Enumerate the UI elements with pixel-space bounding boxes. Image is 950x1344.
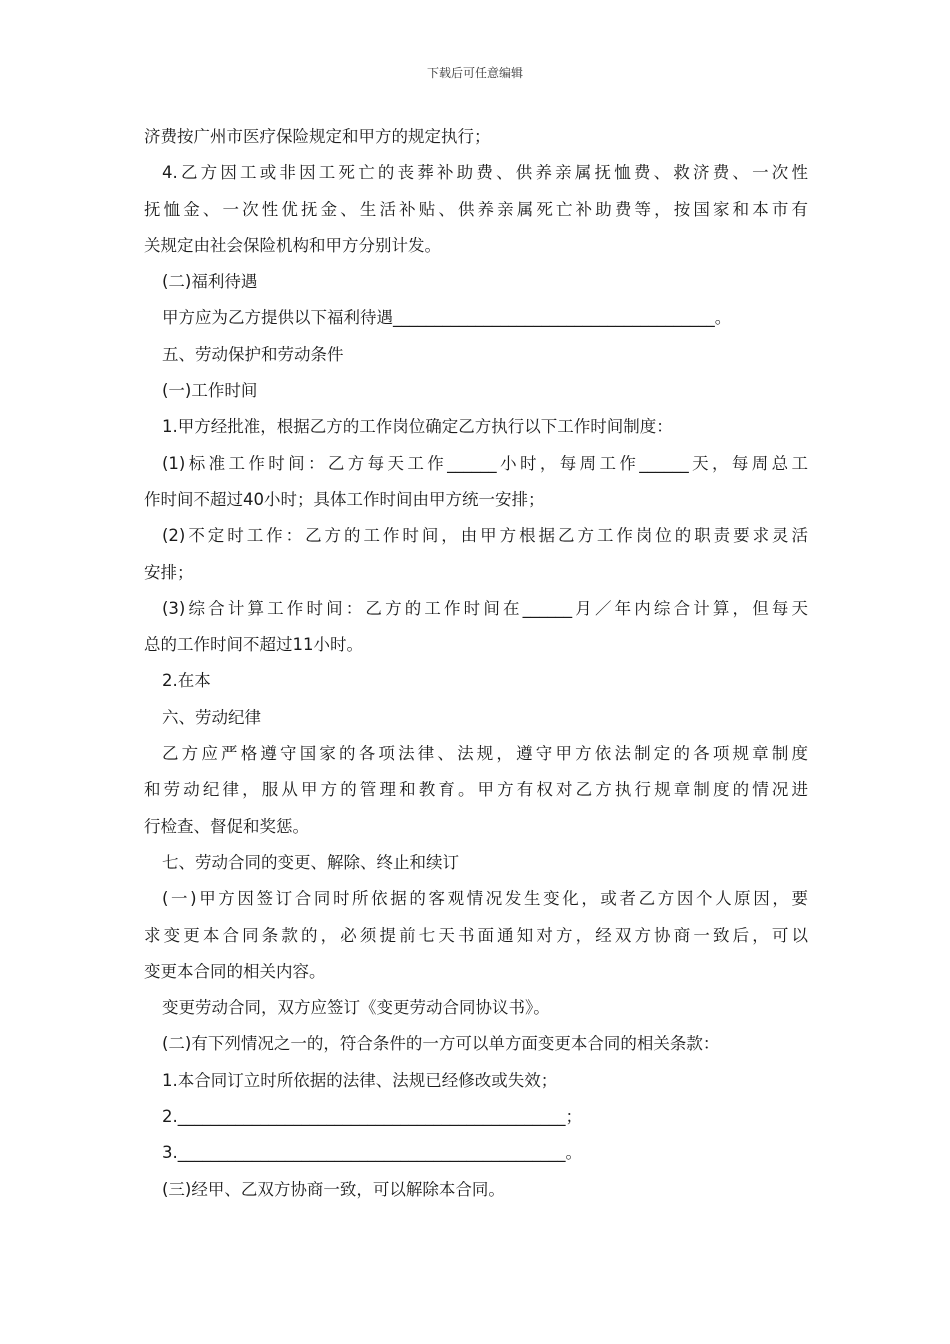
page-header: 下载后可任意编辑 [426, 66, 523, 80]
text-line: 1.本合同订立时所依据的法律、法规已经修改或失效； [162, 1070, 558, 1090]
text-line: 五、劳动保护和劳动条件 [162, 344, 344, 364]
text-line: 关规定由社会保险机构和甲方分别计发。 [144, 235, 441, 255]
text-line: 3._______________________________________________。 [162, 1143, 582, 1163]
text-line: (二)福利待遇 [162, 272, 258, 292]
text-line: 抚恤金、一次性优抚金、生活补贴、供养亲属死亡补助费等，按国家和本市有 [144, 199, 808, 219]
text-line: 变更本合同的相关内容。 [144, 961, 326, 981]
text-line: (一)工作时间 [162, 381, 258, 401]
text-line: 甲方应为乙方提供以下福利待遇_______________________________________。 [162, 308, 732, 328]
text-line: 行检查、督促和奖惩。 [144, 816, 309, 836]
text-line: 济费按广州市医疗保险规定和甲方的规定执行； [144, 127, 491, 146]
text-line: 和劳动纪律，服从甲方的管理和教育。甲方有权对乙方执行规章制度的情况进 [144, 780, 808, 800]
text-line: 1.甲方经批准，根据乙方的工作岗位确定乙方执行以下工作时间制度： [162, 417, 673, 437]
text-line: (二)有下列情况之一的，符合条件的一方可以单方面变更本合同的相关条款： [162, 1034, 720, 1054]
text-line: (1)标准工作时间：乙方每天工作______小时，每周工作______天，每周总工 [162, 453, 808, 473]
text-line: 2._______________________________________________； [162, 1107, 582, 1127]
text-line: 2.在本 [162, 671, 211, 691]
text-line: 七、劳动合同的变更、解除、终止和续订 [162, 852, 459, 872]
text-line: 变更劳动合同，双方应签订《变更劳动合同协议书》。 [162, 998, 550, 1018]
text-line: (一)甲方因签订合同时所依据的客观情况发生变化，或者乙方因个人原因，要 [162, 889, 808, 909]
text-line: 作时间不超过40小时；具体工作时间由甲方统一安排； [144, 489, 545, 509]
text-line: (三)经甲、乙双方协商一致，可以解除本合同。 [162, 1179, 505, 1199]
text-line: (2)不定时工作：乙方的工作时间，由甲方根据乙方工作岗位的职责要求灵活 [162, 526, 808, 546]
text-line: 六、劳动纪律 [162, 707, 261, 727]
text-line: 安排； [144, 562, 194, 582]
text-line: 4.乙方因工或非因工死亡的丧葬补助费、供养亲属抚恤费、救济费、一次性 [162, 163, 808, 183]
text-line: 乙方应严格遵守国家的各项法律、法规，遵守甲方依法制定的各项规章制度 [162, 744, 808, 764]
text-line: 总的工作时间不超过11小时。 [144, 635, 363, 655]
text-line: 求变更本合同条款的，必须提前七天书面通知对方，经双方协商一致后，可以 [144, 925, 808, 945]
document-body [144, 119, 808, 1208]
text-line: (3)综合计算工作时间：乙方的工作时间在______月／年内综合计算，但每天 [162, 598, 808, 618]
